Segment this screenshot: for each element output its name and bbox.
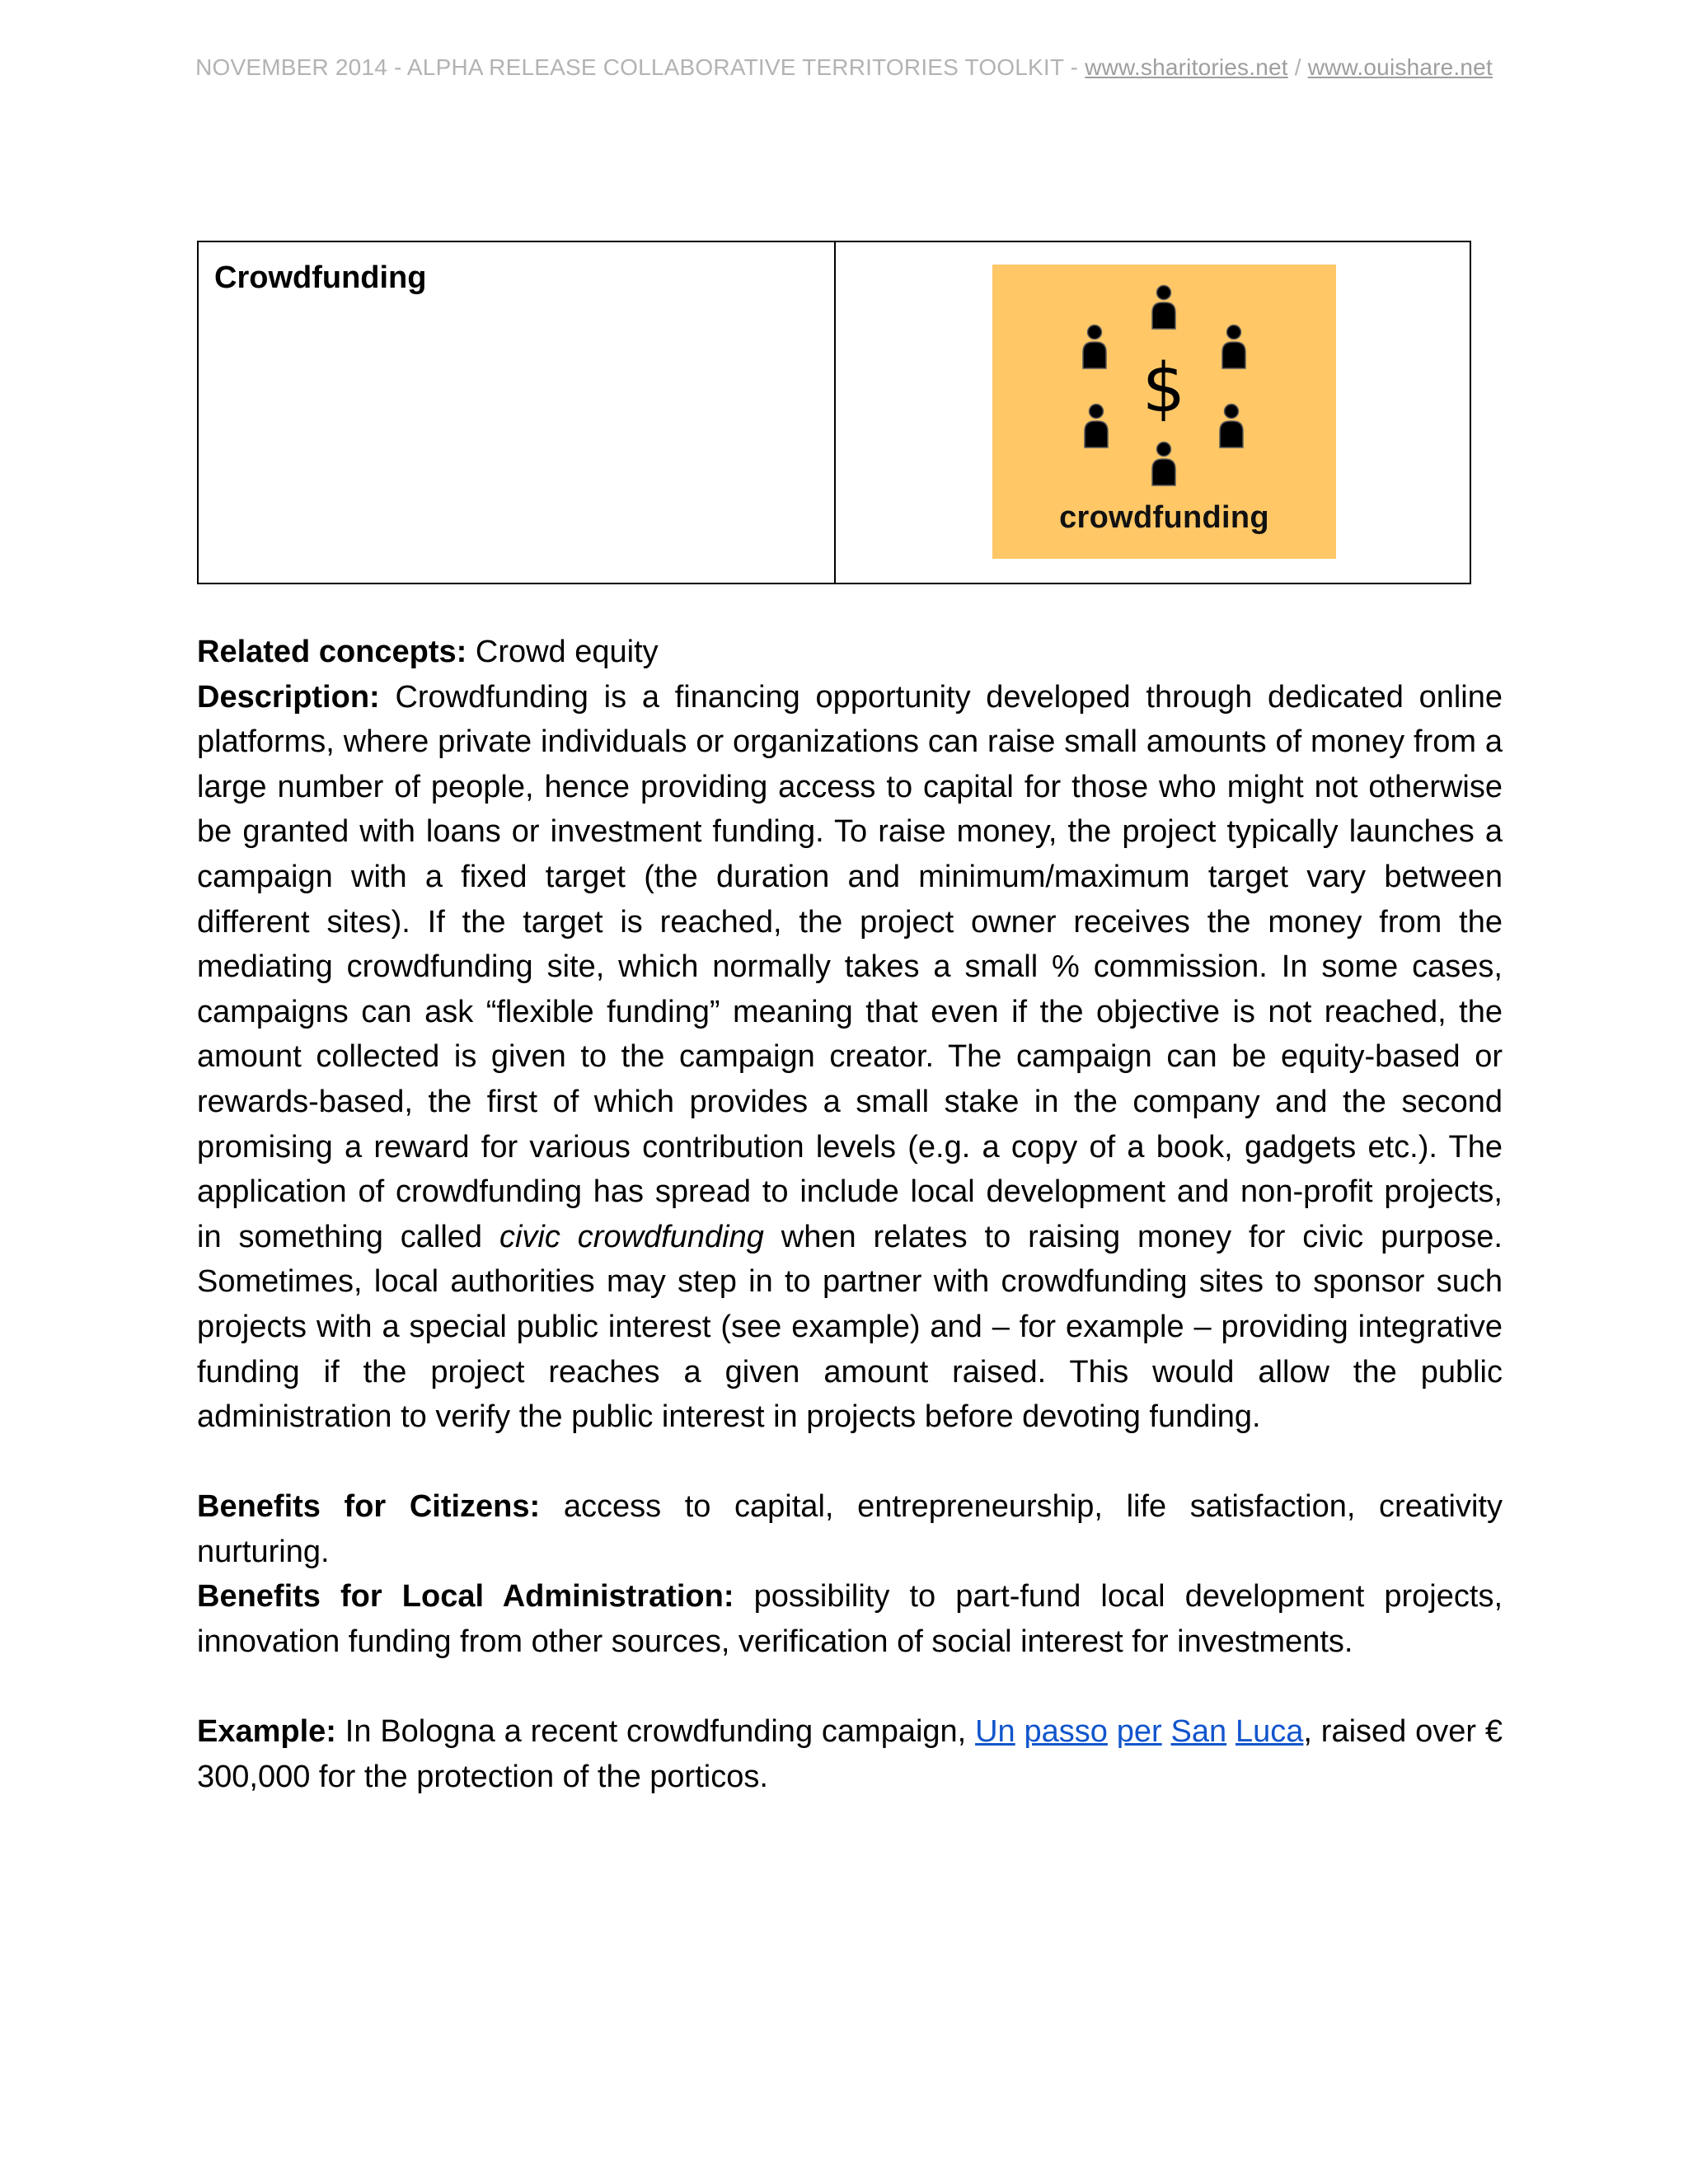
description-label: Description: — [197, 679, 380, 715]
ouishare-link[interactable]: www.ouishare.net — [1307, 54, 1493, 80]
header-separator: / — [1287, 54, 1308, 80]
icon-caption: crowdfunding — [1059, 500, 1269, 535]
benefits-admin — [197, 1574, 1503, 1664]
concept-table — [197, 241, 1471, 584]
description-text-continued: when relates to raising money for civic purpose. Sometimes, local authorities may step in to partner with crowdfunding sites to sponsor such projects with a special public interest (see example) and – for example – providing integrative funding if the project reaches a given amount raised. This would allow the public administration to verify the public interest in projects before devoting funding. — [197, 1219, 1503, 1435]
benefits-admin-text: possibility to part-fund local development projects, innovation funding from other sources, verification of social interest for investments. — [197, 1579, 1503, 1660]
concept-icon-cell — [836, 242, 1470, 583]
header-text: NOVEMBER 2014 - ALPHA RELEASE COLLABORATIVE TERRITORIES TOOLKIT - — [195, 54, 1085, 80]
example-label: Example: — [197, 1714, 336, 1750]
benefits-citizens-label: Benefits for Citizens: — [197, 1489, 541, 1525]
related-label: Related concepts: — [197, 635, 467, 669]
related-concepts — [197, 630, 1503, 675]
concept-body — [197, 630, 1503, 1799]
benefits-admin-label: Benefits for Local Administration: — [197, 1579, 734, 1615]
campaign-link-word[interactable]: San — [1170, 1714, 1227, 1750]
concept-term-cell — [199, 242, 836, 583]
page-header — [0, 54, 1688, 81]
paragraph-gap — [197, 1440, 1503, 1485]
related-value: Crowd equity — [467, 635, 659, 669]
example-text-continued: , raised over € 300,000 for the protection of the porticos. — [197, 1714, 1503, 1794]
benefits-citizens — [197, 1484, 1503, 1574]
description-text: Crowdfunding is a financing opportunity developed through dedicated online platforms, where private individuals or organizations can raise small amounts of money from a large number of people, hence providing access to capital for those who might not otherwise be granted with loans or investment funding. To raise money, the project typically launches a campaign with a fixed target (the duration and minimum/maximum target vary between different sites). If the target is reached, the project owner receives the money from the mediating crowdfunding site, which normally takes a small % commission. In some cases, campaigns can ask “flexible funding” meaning that even if the objective is not reached, the amount collected is given to the campaign creator. The campaign can be equity-based or rewards-based, the first of which provides a small stake in the company and the second promising a reward for various contribution levels (e.g. a copy of a book, gadgets etc.). The application of crowdfunding has spread to include local development and non-profit projects, in something called — [197, 679, 1503, 1254]
benefits-citizens-text: access to capital, entrepreneurship, life satisfaction, creativity nurturing. — [197, 1489, 1503, 1569]
crowdfunding-icon — [992, 265, 1336, 559]
campaign-link-word[interactable]: Un — [975, 1714, 1015, 1750]
description-paragraph — [197, 675, 1503, 1440]
example-text: In Bologna a recent crowdfunding campaign, — [335, 1714, 976, 1750]
sharitories-link[interactable]: www.sharitories.net — [1085, 54, 1288, 80]
campaign-link-word[interactable]: Luca — [1235, 1714, 1304, 1750]
dollar-sign: $ — [1142, 349, 1186, 428]
example-paragraph — [197, 1709, 1503, 1799]
paragraph-gap — [197, 1665, 1503, 1710]
campaign-link-word[interactable]: passo — [1024, 1714, 1108, 1750]
concept-term: Crowdfunding — [214, 260, 427, 295]
description-italic-term: civic crowdfunding — [499, 1219, 764, 1254]
campaign-link-word[interactable]: per — [1116, 1714, 1162, 1750]
